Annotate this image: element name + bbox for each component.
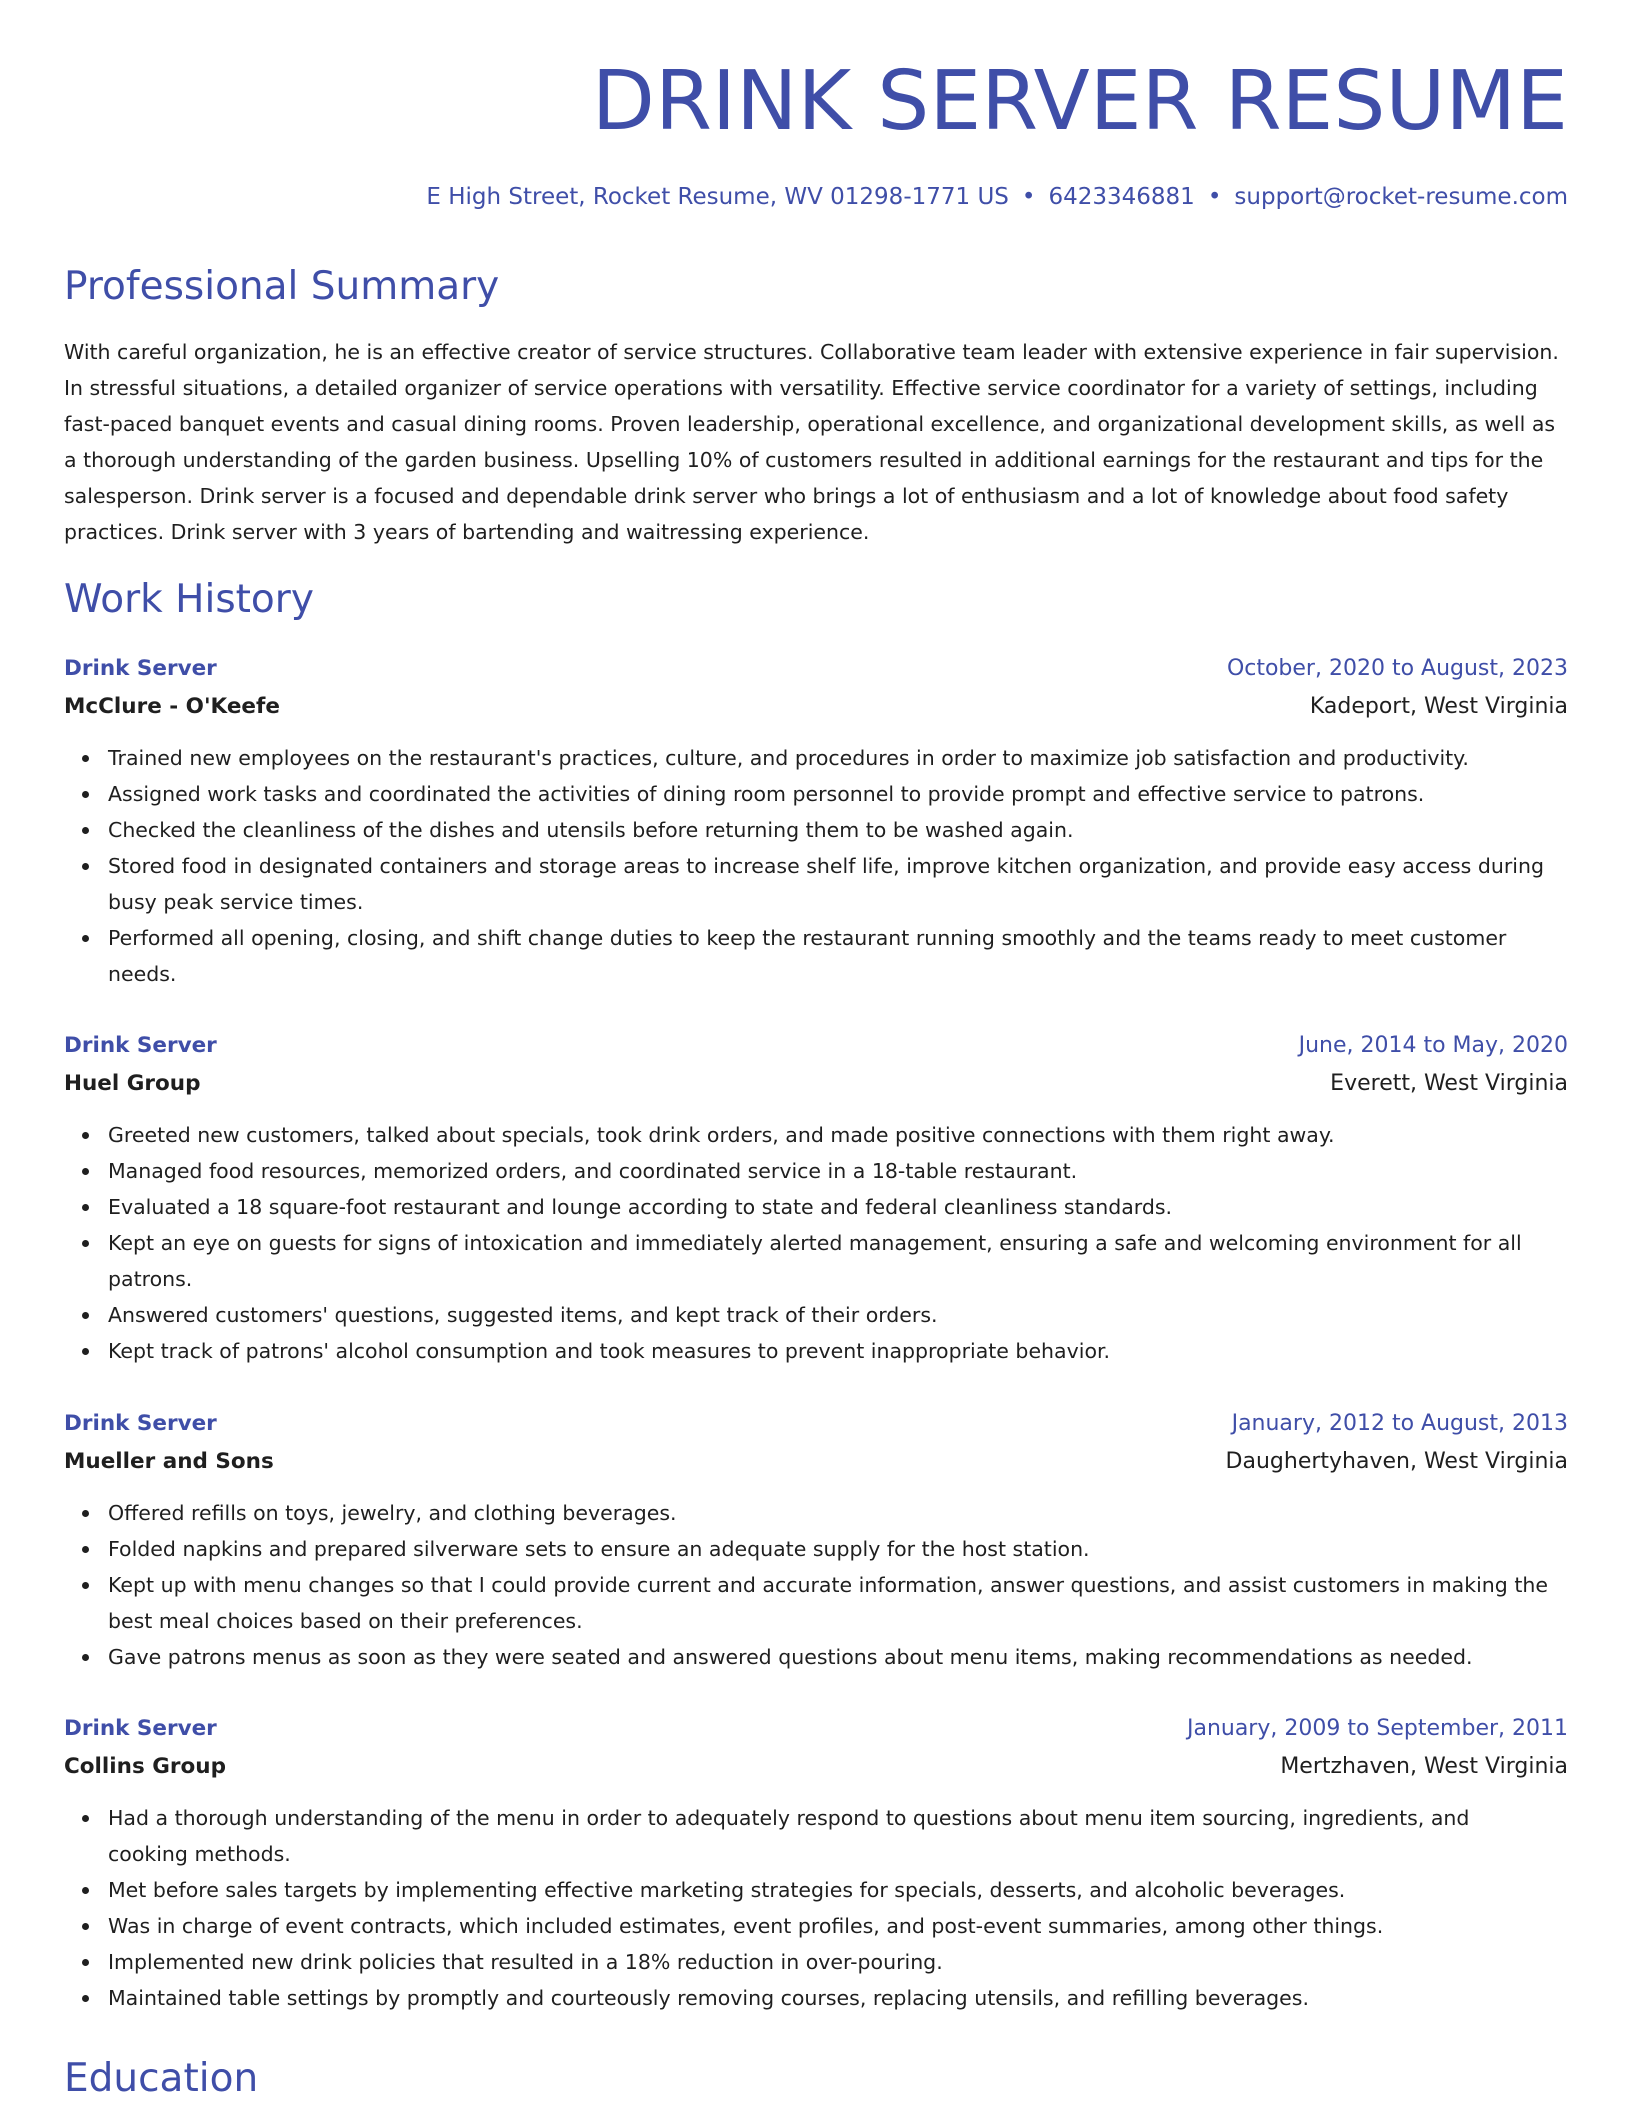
list-item: Gave patrons menus as soon as they were seated and answered questions about menu items, making recommendations as needed.: [108, 1639, 1568, 1675]
section-title-work-history: Work History: [64, 577, 314, 622]
job-location: Mertzhaven, West Virginia: [1280, 1754, 1568, 1779]
list-item: Had a thorough understanding of the menu in order to adequately respond to questions about menu item sourcing, ingredients, and cooking methods.: [108, 1800, 1568, 1872]
job-entry: [64, 1027, 1568, 1369]
list-item: Performed all opening, closing, and shift change duties to keep the restaurant running smoothly and the teams ready to meet customer needs.: [108, 920, 1568, 992]
job-location: Daughertyhaven, West Virginia: [1225, 1449, 1568, 1474]
job-dates: June, 2014 to May, 2020: [1298, 1033, 1568, 1058]
contact-separator: •: [1207, 184, 1222, 210]
contact-line: [426, 180, 1568, 214]
job-company: Mueller and Sons: [64, 1449, 274, 1474]
job-location: Everett, West Virginia: [1330, 1071, 1568, 1096]
list-item: Kept an eye on guests for signs of intoxication and immediately alerted management, ensuring a safe and welcoming environment for all patrons.: [108, 1225, 1568, 1297]
list-item: Was in charge of event contracts, which included estimates, event profiles, and post-event summaries, among other things.: [108, 1908, 1568, 1944]
job-company-row: [64, 1065, 1568, 1103]
job-company-row: [64, 688, 1568, 726]
job-company: Huel Group: [64, 1071, 201, 1096]
contact-address: E High Street, Rocket Resume, WV 01298-1771 US: [426, 184, 1009, 210]
list-item: Checked the cleanliness of the dishes and utensils before returning them to be washed again.: [108, 812, 1568, 848]
job-company: Collins Group: [64, 1754, 226, 1779]
contact-separator: •: [1021, 184, 1036, 210]
job-entry: [64, 650, 1568, 992]
job-title: Drink Server: [64, 1033, 217, 1058]
job-title: Drink Server: [64, 656, 217, 681]
summary-text: With careful organization, he is an effective creator of service structures. Collaborative team leader with extensive experience in fair supervision. In stressful situations, a detailed organizer of service operations with versatility. Effective service coordinator for a variety of settings, including fast-paced banquet events and casual dining rooms. Proven leadership, operational excellence, and organizational development skills, as well as a thorough understanding of the garden business. Upselling 10% of customers resulted in additional earnings for the restaurant and tips for the salesperson. Drink server is a focused and dependable drink server who brings a lot of enthusiasm and a lot of knowledge about food safety practices. Drink server with 3 years of bartending and waitressing experience.: [64, 340, 1559, 544]
list-item: Offered refills on toys, jewelry, and clothing beverages.: [108, 1495, 1568, 1531]
job-duties-list: [64, 740, 1568, 992]
job-header-row: [64, 1405, 1568, 1443]
job-header-row: [64, 1710, 1568, 1748]
list-item: Implemented new drink policies that resulted in a 18% reduction in over-pouring.: [108, 1944, 1568, 1980]
list-item: Met before sales targets by implementing effective marketing strategies for specials, desserts, and alcoholic beverages.: [108, 1872, 1568, 1908]
job-company: McClure - O'Keefe: [64, 694, 280, 719]
job-duties-list: [64, 1495, 1568, 1675]
list-item: Managed food resources, memorized orders, and coordinated service in a 18-table restaurant.: [108, 1153, 1568, 1189]
list-item: Kept track of patrons' alcohol consumption and took measures to prevent inappropriate behavior.: [108, 1333, 1568, 1369]
list-item: Assigned work tasks and coordinated the activities of dining room personnel to provide prompt and effective service to patrons.: [108, 776, 1568, 812]
job-location: Kadeport, West Virginia: [1309, 694, 1568, 719]
job-company-row: [64, 1748, 1568, 1786]
list-item: Answered customers' questions, suggested items, and kept track of their orders.: [108, 1297, 1568, 1333]
list-item: Greeted new customers, talked about specials, took drink orders, and made positive connections with them right away.: [108, 1117, 1568, 1153]
job-duties-list: [64, 1800, 1568, 2016]
list-item: Kept up with menu changes so that I could provide current and accurate information, answer questions, and assist customers in making the best meal choices based on their preferences.: [108, 1567, 1568, 1639]
list-item: Trained new employees on the restaurant's practices, culture, and procedures in order to maximize job satisfaction and productivity.: [108, 740, 1568, 776]
list-item: Folded napkins and prepared silverware sets to ensure an adequate supply for the host station.: [108, 1531, 1568, 1567]
resume-name: DRINK SERVER RESUME: [591, 54, 1568, 149]
contact-email: support@rocket-resume.com: [1234, 184, 1568, 210]
job-duties-list: [64, 1117, 1568, 1369]
list-item: Maintained table settings by promptly and courteously removing courses, replacing utensils, and refilling beverages.: [108, 1980, 1568, 2016]
contact-phone: 6423346881: [1048, 184, 1195, 210]
section-title-education: Education: [64, 2056, 259, 2101]
job-header-row: [64, 650, 1568, 688]
job-title: Drink Server: [64, 1716, 217, 1741]
list-item: Stored food in designated containers and storage areas to increase shelf life, improve kitchen organization, and provide easy access during busy peak service times.: [108, 848, 1568, 920]
job-dates: January, 2009 to September, 2011: [1186, 1716, 1568, 1741]
job-header-row: [64, 1027, 1568, 1065]
job-entry: [64, 1710, 1568, 2016]
job-dates: January, 2012 to August, 2013: [1231, 1411, 1568, 1436]
job-company-row: [64, 1443, 1568, 1481]
list-item: Evaluated a 18 square-foot restaurant and lounge according to state and federal cleanliness standards.: [108, 1189, 1568, 1225]
job-entry: [64, 1405, 1568, 1675]
job-title: Drink Server: [64, 1411, 217, 1436]
section-title-summary: Professional Summary: [64, 264, 500, 309]
job-dates: October, 2020 to August, 2023: [1226, 656, 1568, 681]
